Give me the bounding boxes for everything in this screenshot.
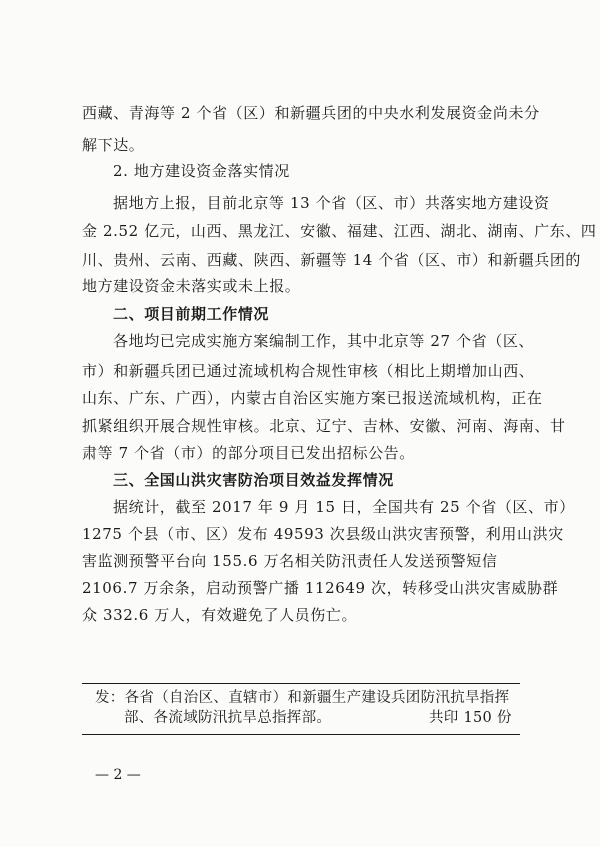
distribution-line-2: 部、各流域防汛抗旱总指挥部。 [124,710,332,726]
distribution-line-1: 发：各省（自治区、直辖市）和新疆生产建设兵团防汛抗旱指挥 [95,690,510,706]
body-line-13: 肃等 7 个省（市）的部分项目已发出招标公告。 [82,444,415,462]
copies-count: 共印 150 份 [429,710,512,726]
body-line-1: 西藏、青海等 2 个省（区）和新疆兵团的中央水利发展资金尚未分 [82,104,540,122]
body-line-10: 市）和新疆兵团已通过流域机构合规性审核（相比上期增加山西、 [82,362,535,380]
body-line-15: 据统计，截至 2017 年 9 月 15 日，全国共有 25 个省（区、市） [113,498,575,516]
body-line-5: 金 2.52 亿元，山西、黑龙江、安徽、福建、江西、湖北、湖南、广东、四 [82,222,597,240]
body-line-18: 2106.7 万余条，启动预警广播 112649 次，转移受山洪灾害威胁群 [82,579,559,597]
body-line-11: 山东、广东、广西），内蒙古自治区实施方案已报送流域机构，正在 [82,389,543,407]
body-line-16: 1275 个县（市、区）发布 49593 次县级山洪灾害预警，利用山洪灾 [82,525,564,543]
body-line-6: 川、贵州、云南、西藏、陕西、新疆等 14 个省（区、市）和新疆兵团的 [82,251,582,269]
footer-bottom-rule [82,734,520,735]
subheading-local-funds: 2. 地方建设资金落实情况 [113,162,290,180]
page-number: — 2 — [95,767,141,783]
footer-top-rule [82,683,520,684]
section-heading-2: 二、项目前期工作情况 [113,305,270,323]
body-line-2: 解下达。 [82,136,145,154]
section-heading-3: 三、全国山洪灾害防治项目效益发挥情况 [113,471,394,489]
body-line-17: 害监测预警平台向 155.6 万名相关防汛责任人发送预警短信 [82,552,498,570]
body-line-7: 地方建设资金未落实或未上报。 [82,277,301,295]
body-line-4: 据地方上报，目前北京等 13 个省（区、市）共落实地方建设资 [113,194,550,212]
body-line-19: 众 332.6 万人，有效避免了人员伤亡。 [82,606,358,624]
body-line-9: 各地均已完成实施方案编制工作，其中北京等 27 个省（区、 [113,332,535,350]
body-line-12: 抓紧组织开展合规性审核。北京、辽宁、吉林、安徽、河南、海南、甘 [82,417,566,435]
